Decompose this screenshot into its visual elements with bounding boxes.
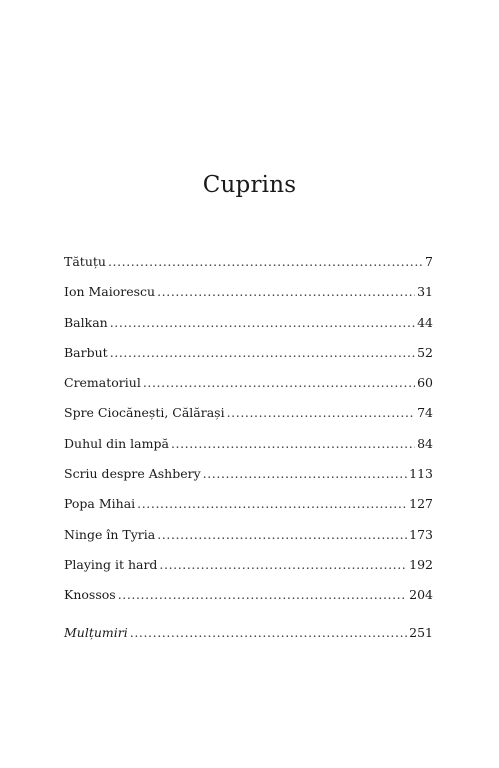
toc-page-number: 113 xyxy=(409,466,433,482)
toc-page-number: 251 xyxy=(409,624,433,640)
dot-leader xyxy=(157,527,407,542)
toc-entry-title: Mulțumiri xyxy=(64,624,128,640)
toc-entry xyxy=(64,466,433,496)
dot-leader xyxy=(110,315,415,330)
dot-leader xyxy=(157,284,415,299)
toc-entry-title: Popa Mihai xyxy=(64,496,136,512)
toc-page-number: 44 xyxy=(417,314,433,330)
toc-page-number: 204 xyxy=(409,587,433,603)
toc-entry xyxy=(64,254,433,284)
toc-entry-title: Knossos xyxy=(64,587,116,603)
dot-leader xyxy=(227,405,416,420)
toc-entry xyxy=(64,587,433,617)
toc-entry xyxy=(64,496,433,526)
dot-leader xyxy=(203,466,407,481)
toc-page-number: 173 xyxy=(409,526,433,542)
toc-entry xyxy=(64,345,433,375)
toc-entry-title: Ion Maiorescu xyxy=(64,284,156,300)
toc-entry xyxy=(64,527,433,557)
dot-leader xyxy=(159,557,407,572)
toc-page-number: 192 xyxy=(409,556,433,572)
dot-leader xyxy=(171,436,415,451)
toc-entry-title: Scriu despre Ashbery xyxy=(64,466,201,482)
dot-leader xyxy=(130,625,407,640)
toc-entry-title: Spre Ciocănești, Călărași xyxy=(64,405,225,421)
toc-page-number: 60 xyxy=(417,375,433,391)
dot-leader xyxy=(143,375,415,390)
toc-entry xyxy=(64,436,433,466)
toc-entry xyxy=(64,557,433,587)
table-of-contents xyxy=(64,254,433,655)
dot-leader xyxy=(110,345,415,360)
toc-entry-title: Ninge în Tyria xyxy=(64,526,156,542)
toc-entry-acknowledgements xyxy=(64,625,433,655)
toc-entry-title: Barbut xyxy=(64,344,108,360)
toc-entry xyxy=(64,405,433,435)
toc-entry xyxy=(64,375,433,405)
toc-entry-title: Playing it hard xyxy=(64,556,158,572)
toc-entry-title: Tătuțu xyxy=(64,254,106,269)
toc-page-number: 84 xyxy=(417,435,433,451)
toc-entry xyxy=(64,284,433,314)
toc-entry-title: Crematoriul xyxy=(64,375,141,391)
dot-leader xyxy=(137,496,407,511)
toc-page-number: 31 xyxy=(417,284,433,300)
toc-page-number: 7 xyxy=(425,254,433,269)
page-title: Cuprins xyxy=(202,172,297,198)
toc-entry-title: Balkan xyxy=(64,314,108,330)
toc-page-number: 127 xyxy=(409,496,433,512)
toc-entry-title: Duhul din lampă xyxy=(64,435,169,451)
toc-page-number: 74 xyxy=(417,405,433,421)
dot-leader xyxy=(118,587,407,602)
dot-leader xyxy=(108,254,423,269)
toc-page-number: 52 xyxy=(417,344,433,360)
toc-entry xyxy=(64,315,433,345)
